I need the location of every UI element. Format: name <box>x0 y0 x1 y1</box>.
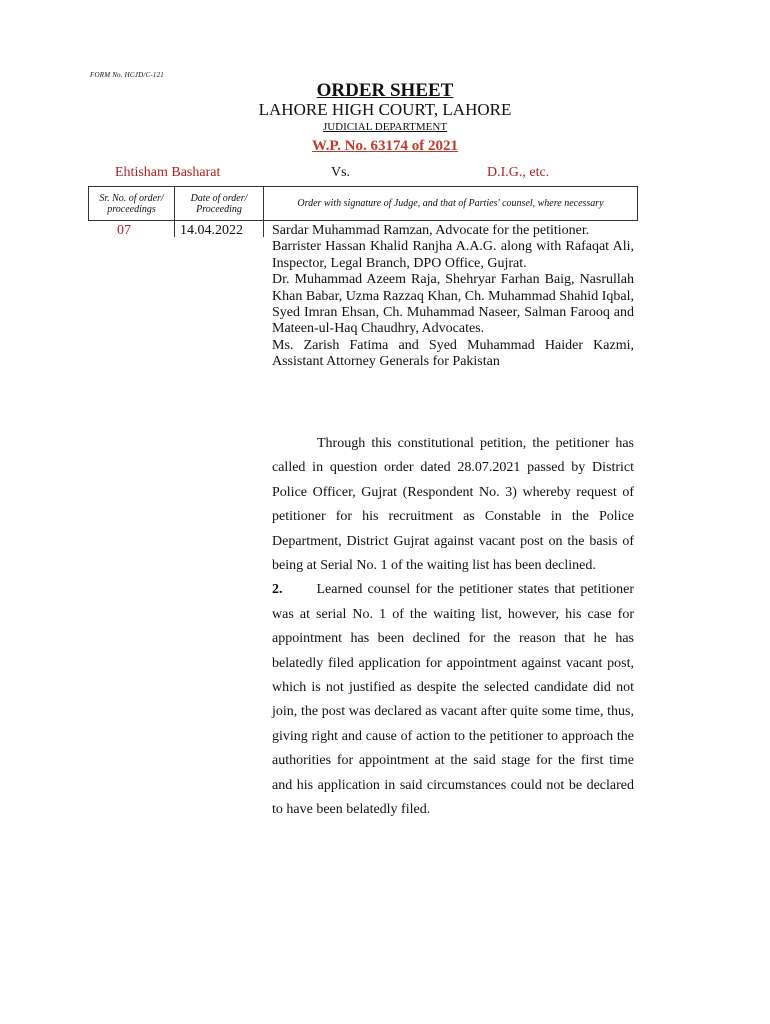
appearance-entry: Sardar Muhammad Ramzan, Advocate for the petitioner. <box>272 223 590 238</box>
respondent-name: D.I.G., etc. <box>487 165 550 180</box>
order-date: 14.04.2022 <box>180 223 243 238</box>
court-name: LAHORE HIGH COURT, LAHORE <box>258 100 512 119</box>
versus-label: Vs. <box>331 165 351 180</box>
order-serial: 07 <box>117 223 131 238</box>
paragraph-1 <box>272 432 634 578</box>
appearance-entry: Ms. Zarish Fatima and Syed Muhammad Haider Kazmi, Assistant Attorney Generals for Pakistan <box>272 337 634 370</box>
case-number: W.P. No. 63174 of 2021 <box>312 138 458 154</box>
department-name: JUDICIAL DEPARTMENT <box>322 121 448 133</box>
paragraph-2-text: Learned counsel for the petitioner states that petitioner was at serial No. 1 of the waiting list, however, his case for appointment has been declined for the reason that he has belatedly filed application for appointment against vacant post, which is not justified as despite the selected candidate did not join, the post was declared as vacant after quite some time, thus, giving right and cause of action to the petitioner to approach the authorities for appointment at the said stage for the first time and his application in said circumstances could not be declared to have been belatedly filed. <box>272 582 634 818</box>
column-divider <box>174 221 175 237</box>
page-title: ORDER SHEET <box>316 80 454 101</box>
paragraph-1-text: Through this constitutional petition, the petitioner has called in question order dated 28.07.2021 passed by District Police Officer, Gujrat (Respondent No. 3) whereby request of petitioner for his recruitment as Constable in the Police Department, District Gujrat against vacant post on the basis of being at Serial No. 1 of the waiting list has been declined. <box>272 436 634 574</box>
order-body <box>272 432 634 823</box>
column-divider <box>263 221 264 237</box>
col-date-header: Date of order/ Proceeding <box>175 187 264 220</box>
petitioner-name: Ehtisham Basharat <box>115 165 221 180</box>
appearances-block <box>272 223 634 371</box>
order-table-header <box>88 186 638 221</box>
col-order-header: Order with signature of Judge, and that of Parties' counsel, where necessary <box>297 198 604 209</box>
form-number: FORM No. HCJD/C-121 <box>90 71 164 79</box>
paragraph-2 <box>272 578 634 822</box>
appearance-entry: Barrister Hassan Khalid Ranjha A.A.G. along with Rafaqat Ali, Inspector, Legal Branch, DPO Office, Gujrat. <box>272 239 634 271</box>
col-serial-header: Sr. No. of order/ proceedings <box>89 187 175 220</box>
appearance-entry: Dr. Muhammad Azeem Raja, Shehryar Farhan Baig, Nasrullah Khan Babar, Uzma Razzaq Khan, Ch. Muhammad Shahid Iqbal, Syed Imran Ehsan, Ch. Muhammad Naseer, Salman Farooq and Mateen-ul-Haq Chaudhry, Advocates. <box>272 272 634 337</box>
paragraph-2-number: 2. <box>272 582 283 598</box>
